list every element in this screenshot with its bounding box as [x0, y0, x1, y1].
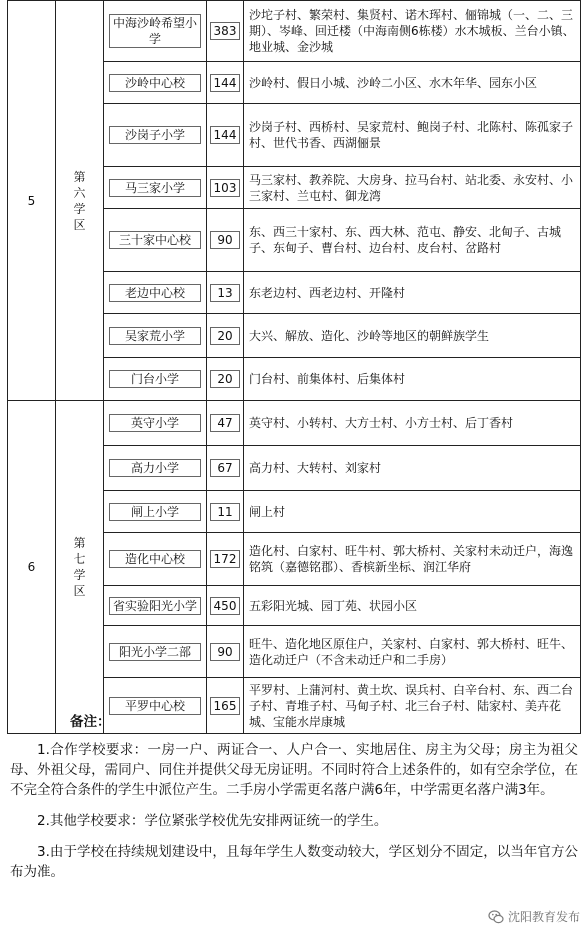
school-name: 老边中心校 [109, 284, 201, 302]
note-item-3: 3.由于学校在持续规划建设中，且每年学生人数变动较大，学区划分不固定，以当年官方公布为准。 [10, 844, 578, 880]
school-name: 马三家小学 [109, 179, 201, 197]
district-label: 第六学区 [73, 169, 86, 232]
school-name-cell [104, 1, 207, 62]
district-area-cell [244, 167, 581, 209]
district-area: 沙岗子村、西桥村、吴家荒村、鲍岗子村、北陈村、陈孤家子村、世代书香、西湖俪景 [249, 120, 574, 150]
student-count-cell [207, 533, 244, 586]
school-district-table [7, 0, 581, 734]
school-name-cell [104, 209, 207, 272]
school-name-cell [104, 104, 207, 167]
student-count: 20 [210, 327, 240, 345]
district-area-cell [244, 358, 581, 401]
school-name: 沙岗子小学 [109, 126, 201, 144]
school-name-cell [104, 446, 207, 491]
student-count-cell [207, 446, 244, 491]
student-count-cell [207, 104, 244, 167]
district-area: 高力村、大转村、刘家村 [249, 461, 382, 475]
district-area: 英守村、小转村、大方士村、小方士村、后丁香村 [249, 416, 514, 430]
student-count: 20 [210, 370, 240, 388]
student-count: 13 [210, 284, 240, 302]
school-name: 三十家中心校 [109, 231, 201, 249]
school-name: 英守小学 [109, 414, 201, 432]
school-name: 中海沙岭希望小学 [109, 14, 201, 48]
student-count-cell [207, 358, 244, 401]
district-area: 平罗村、上蒲河村、黄土坎、误兵村、白辛台村、东、西二台子村、青堆子村、马甸子村、北三台子村、陆家村、美卉花城、宝能水岸康城 [249, 682, 574, 729]
student-count: 90 [210, 643, 240, 661]
school-name-cell [104, 586, 207, 626]
school-name-cell [104, 533, 207, 586]
student-count: 383 [210, 22, 240, 40]
district-name [56, 1, 104, 401]
district-area-cell [244, 586, 581, 626]
student-count-cell [207, 626, 244, 678]
district-area: 大兴、解放、造化、沙岭等地区的朝鲜族学生 [249, 328, 490, 343]
district-area-cell [244, 626, 581, 678]
group-number: 6 [8, 401, 56, 734]
student-count-cell [207, 586, 244, 626]
student-count: 165 [210, 697, 240, 715]
student-count: 450 [210, 597, 240, 615]
district-area-cell [244, 446, 581, 491]
school-name-cell [104, 272, 207, 314]
school-name-cell [104, 167, 207, 209]
student-count-cell [207, 314, 244, 358]
district-area: 马三家村、教养院、大房身、拉马台村、站北委、永安村、小三家村、兰屯村、御龙湾 [249, 172, 574, 203]
school-name-cell [104, 401, 207, 446]
school-name-cell [104, 358, 207, 401]
watermark [488, 908, 580, 925]
student-count: 103 [210, 179, 240, 197]
student-count-cell [207, 401, 244, 446]
student-count-cell [207, 491, 244, 533]
school-name: 门台小学 [109, 370, 201, 388]
district-area: 五彩阳光城、园丁苑、状园小区 [249, 598, 418, 613]
school-name: 阳光小学二部 [109, 643, 201, 661]
district-area: 沙坨子村、繁荣村、集贤村、诺木珲村、俪锦城（一、二、三期）、岑峰、回迁楼（中海南侧6栋楼）水木城板、兰台小镇、地业城、金沙城 [249, 8, 575, 54]
student-count: 90 [210, 231, 240, 249]
school-name-cell [104, 626, 207, 678]
district-area-cell [244, 1, 581, 62]
district-area-cell [244, 314, 581, 358]
school-name: 平罗中心校 [109, 697, 201, 715]
student-count: 11 [210, 503, 240, 521]
district-area: 闸上村 [249, 504, 286, 519]
student-count: 172 [210, 550, 240, 568]
student-count-cell [207, 167, 244, 209]
table-body [8, 1, 581, 734]
district-area-cell [244, 104, 581, 167]
district-area-cell [244, 62, 581, 104]
school-name-cell [104, 314, 207, 358]
school-name: 高力小学 [109, 459, 201, 477]
district-area: 东、西三十家村、东、西大林、范屯、静安、北甸子、古城子、东甸子、曹台村、边台村、皮台村、岔路村 [249, 225, 562, 255]
note-item-2: 2.其他学校要求：学位紧张学校优先安排两证统一的学生。 [37, 813, 388, 829]
school-name: 吴家荒小学 [109, 327, 201, 345]
student-count-cell [207, 209, 244, 272]
district-area-cell [244, 533, 581, 586]
student-count: 144 [210, 74, 240, 92]
table-row [8, 1, 581, 62]
notes-title: 备注： [70, 714, 111, 730]
student-count: 67 [210, 459, 240, 477]
school-name-cell [104, 62, 207, 104]
student-count: 47 [210, 414, 240, 432]
district-area-cell [244, 272, 581, 314]
school-name-cell [104, 491, 207, 533]
note-item-1: 1.合作学校要求：一房一户、两证合一、人户合一、实地居住、房主为父母；房主为祖父母、外祖父母，需同户、同住并提供父母无房证明。不同时符合上述条件的，如有空余学位，在不完全符合条件的学生中派位产生。二手房小学需更名落户满6年，中学需更名落户满3年。 [10, 742, 578, 798]
student-count-cell [207, 62, 244, 104]
district-name [56, 401, 104, 734]
student-count-cell [207, 272, 244, 314]
district-area: 造化村、白家村、旺牛村、郭大桥村、关家村未动迁户，海逸铭筑（嘉德铭郡）、香槟新坐标、润江华府 [249, 544, 574, 574]
table-row [8, 401, 581, 446]
district-area-cell [244, 491, 581, 533]
watermark-text: 沈阳教育发布 [507, 910, 580, 924]
student-count-cell [207, 1, 244, 62]
district-area-cell [244, 209, 581, 272]
district-area: 旺牛、造化地区原住户，关家村、白家村、郭大桥村、旺牛、造化动迁户（不含未动迁户和二手房） [249, 636, 574, 667]
district-area-cell [244, 401, 581, 446]
district-area: 东老边村、西老边村、开隆村 [249, 285, 406, 300]
district-area: 门台村、前集体村、后集体村 [249, 372, 406, 386]
school-name: 闸上小学 [109, 503, 201, 521]
notes-section [10, 712, 578, 893]
student-count: 144 [210, 126, 240, 144]
school-name: 沙岭中心校 [109, 74, 201, 92]
school-name: 省实验阳光小学 [109, 597, 201, 615]
group-number: 5 [8, 1, 56, 401]
wechat-icon [488, 909, 504, 925]
school-name: 造化中心校 [109, 550, 201, 568]
district-area: 沙岭村、假日小城、沙岭二小区、水木年华、园东小区 [249, 75, 538, 90]
district-label: 第七学区 [73, 536, 86, 598]
